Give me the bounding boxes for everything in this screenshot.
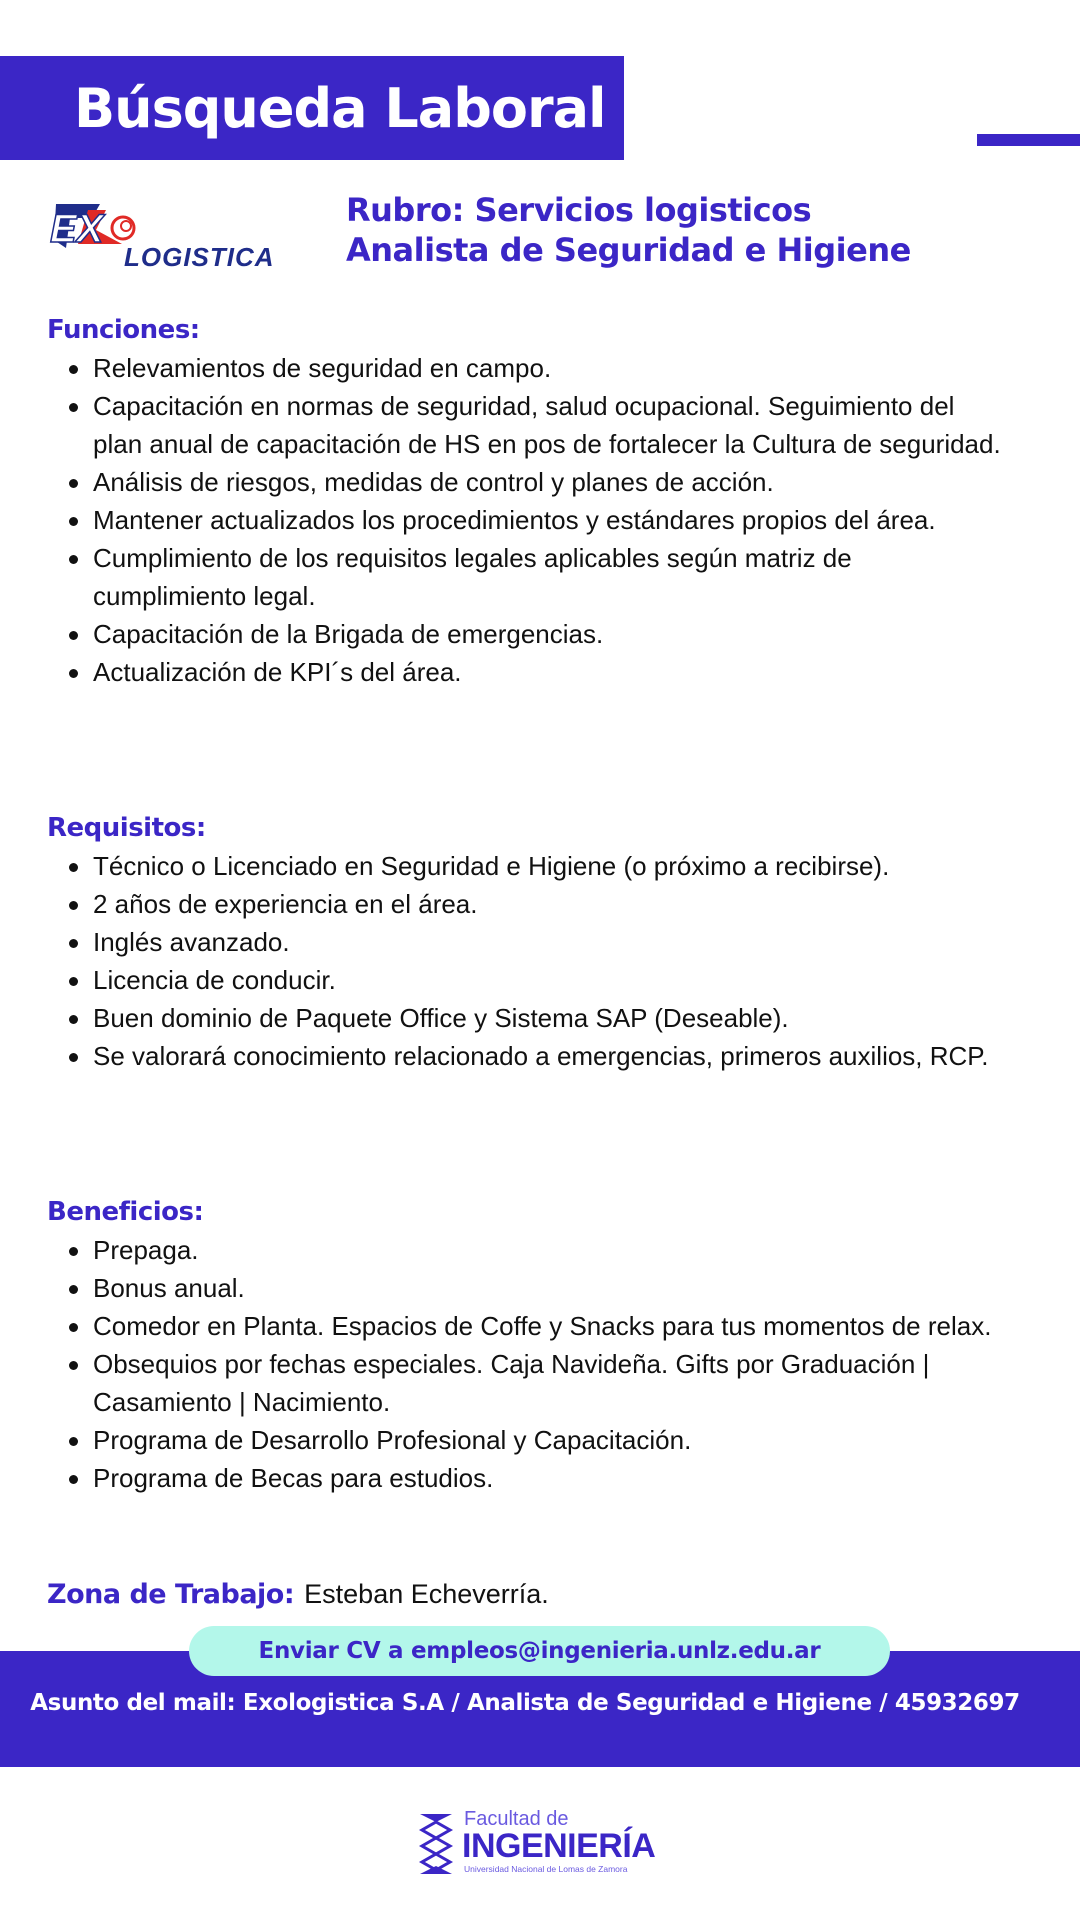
exo-logistica-logo-icon xyxy=(48,200,300,272)
list-item: Prepaga. xyxy=(47,1231,1003,1269)
bullet-icon xyxy=(69,1285,78,1294)
accent-bar xyxy=(977,134,1080,146)
bullet-icon xyxy=(69,631,78,640)
bullet-icon xyxy=(69,939,78,948)
section-title-funciones: Funciones: xyxy=(47,315,200,345)
work-zone-value: Esteban Echeverría. xyxy=(304,1579,549,1609)
bullet-icon xyxy=(69,977,78,986)
title-banner xyxy=(0,56,624,160)
bullet-icon xyxy=(69,1015,78,1024)
bullet-icon xyxy=(69,1323,78,1332)
bullet-icon xyxy=(69,479,78,488)
svg-text:EX: EX xyxy=(50,207,104,251)
list-item: Licencia de conducir. xyxy=(47,961,1003,999)
section-beneficios xyxy=(47,1193,1007,1497)
beneficios-list xyxy=(47,1231,1007,1497)
send-cv-email-link[interactable]: Enviar CV a empleos@ingenieria.unlz.edu.ar xyxy=(189,1626,890,1676)
list-item: Se valorará conocimiento relacionado a emergencias, primeros auxilios, RCP. xyxy=(47,1037,1003,1075)
bullet-icon xyxy=(69,365,78,374)
list-item: Actualización de KPI´s del área. xyxy=(47,653,1003,691)
bullet-icon xyxy=(69,517,78,526)
bullet-icon xyxy=(69,863,78,872)
job-heading xyxy=(346,190,911,270)
section-requisitos xyxy=(47,809,1007,1075)
position-title: Analista de Seguridad e Higiene xyxy=(346,231,911,269)
faculty-logo-line2: INGENIERÍA xyxy=(462,1827,656,1865)
list-item: Relevamientos de seguridad en campo. xyxy=(47,349,1003,387)
bullet-icon xyxy=(69,555,78,564)
list-item: Capacitación de la Brigada de emergencias. xyxy=(47,615,1003,653)
list-item: Obsequios por fechas especiales. Caja Navideña. Gifts por Graduación | Casamiento | Nacimiento. xyxy=(47,1345,1003,1421)
bullet-icon xyxy=(69,1361,78,1370)
list-item: Programa de Desarrollo Profesional y Capacitación. xyxy=(47,1421,1003,1459)
list-item: Mantener actualizados los procedimientos y estándares propios del área. xyxy=(47,501,1003,539)
section-title-requisitos: Requisitos: xyxy=(47,813,206,843)
svg-text:LOGISTICA: LOGISTICA xyxy=(124,242,275,272)
list-item: Técnico o Licenciado en Seguridad e Higiene (o próximo a recibirse). xyxy=(47,847,1003,885)
list-item: Inglés avanzado. xyxy=(47,923,1003,961)
list-item: Buen dominio de Paquete Office y Sistema SAP (Deseable). xyxy=(47,999,1003,1037)
list-item: 2 años de experiencia en el área. xyxy=(47,885,1003,923)
bullet-icon xyxy=(69,1475,78,1484)
section-title-beneficios: Beneficios: xyxy=(47,1197,204,1227)
bullet-icon xyxy=(69,1053,78,1062)
list-item: Programa de Becas para estudios. xyxy=(47,1459,1003,1497)
company-logo xyxy=(48,200,300,272)
bullet-icon xyxy=(69,1437,78,1446)
funciones-list xyxy=(47,349,1007,691)
faculty-logo-line3: Universidad Nacional de Lomas de Zamora xyxy=(464,1864,628,1874)
bullet-icon xyxy=(69,1247,78,1256)
ingenieria-logo-icon xyxy=(416,1812,456,1876)
list-item: Bonus anual. xyxy=(47,1269,1003,1307)
email-subject-text: Asunto del mail: Exologistica S.A / Analista de Seguridad e Higiene / 45932697 xyxy=(30,1690,1020,1716)
requisitos-list xyxy=(47,847,1007,1075)
bullet-icon xyxy=(69,901,78,910)
faculty-logo-line1: Facultad de xyxy=(464,1808,569,1830)
list-item: Capacitación en normas de seguridad, salud ocupacional. Seguimiento del plan anual de capacitación de HS en pos de fortalecer la Cultura de seguridad. xyxy=(47,387,1003,463)
list-item: Comedor en Planta. Espacios de Coffe y Snacks para tus momentos de relax. xyxy=(47,1307,1003,1345)
work-zone xyxy=(47,1575,549,1614)
list-item: Cumplimiento de los requisitos legales aplicables según matriz de cumplimiento legal. xyxy=(47,539,1003,615)
list-item: Análisis de riesgos, medidas de control y planes de acción. xyxy=(47,463,1003,501)
work-zone-label: Zona de Trabajo: xyxy=(47,1579,295,1610)
rubro-text: Rubro: Servicios logisticos xyxy=(346,191,812,229)
section-funciones xyxy=(47,311,1007,691)
bullet-icon xyxy=(69,403,78,412)
bullet-icon xyxy=(69,669,78,678)
faculty-logo xyxy=(416,1808,666,1878)
page-title: Búsqueda Laboral xyxy=(74,76,606,140)
